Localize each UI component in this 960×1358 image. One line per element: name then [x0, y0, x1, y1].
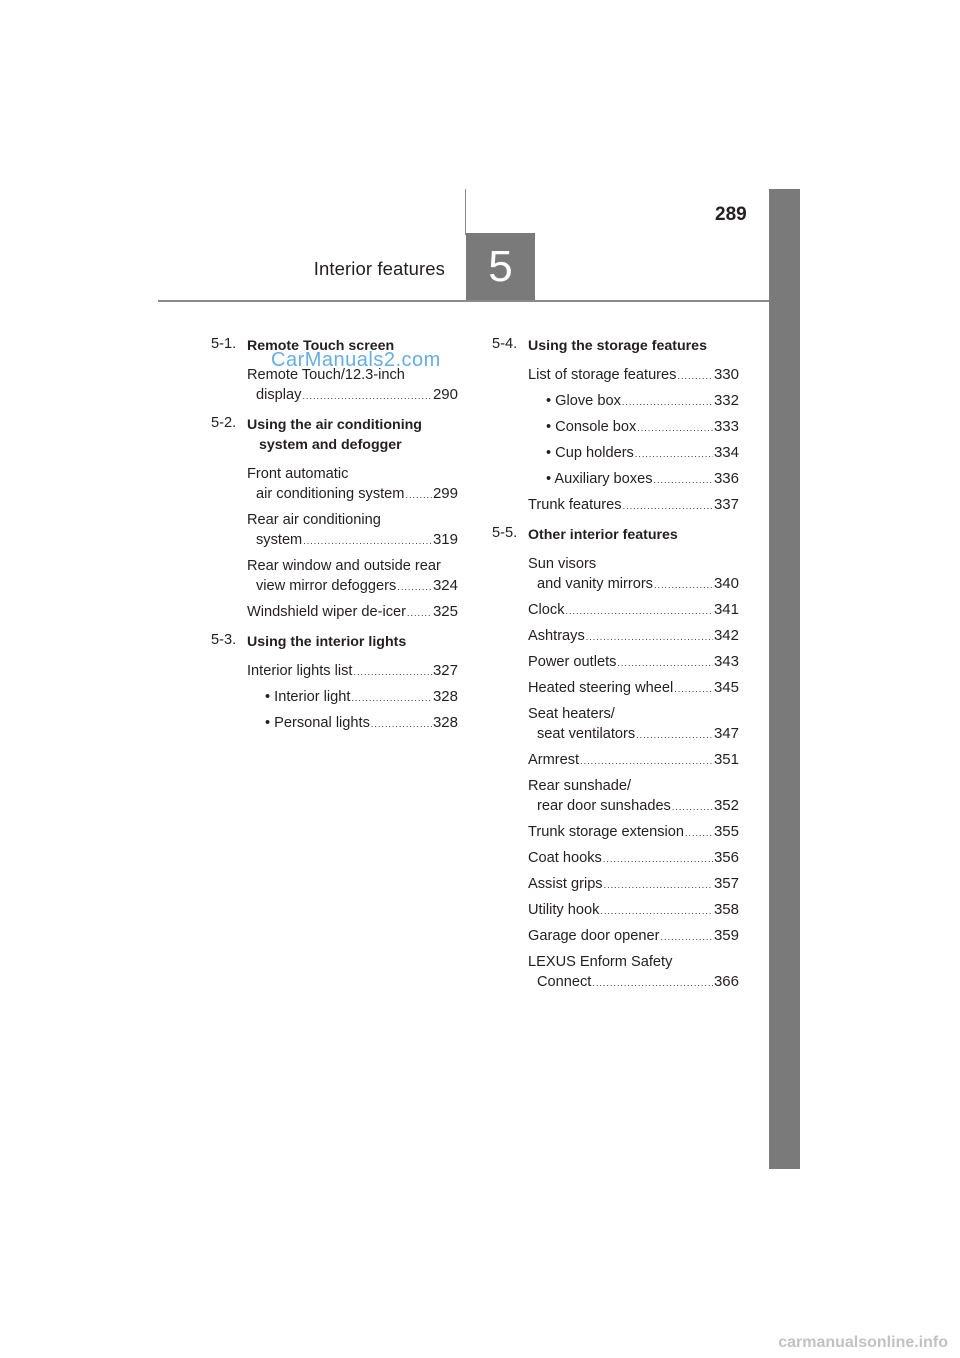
- toc-entry[interactable]: [492, 469, 739, 490]
- toc-entry-line: [528, 848, 739, 869]
- toc-entry-text: • Interior light: [265, 689, 351, 705]
- toc-entry-text: Interior lights list: [247, 663, 353, 679]
- toc-entry-text: • Cup holders: [546, 445, 634, 461]
- toc-section-heading: [492, 336, 739, 356]
- toc-entry-text: Remote Touch/12.3-inch: [247, 367, 405, 383]
- toc-leader-dots: [617, 653, 713, 673]
- toc-page-ref: 328: [432, 714, 458, 731]
- toc-section-title[interactable]: Remote Touch screen: [247, 338, 395, 354]
- toc-page-ref: 352: [713, 797, 739, 814]
- toc-entry-line: [546, 391, 739, 412]
- toc-leader-dots: [623, 496, 713, 516]
- toc-entry-text: Sun visors: [528, 556, 597, 572]
- toc-leader-dots: [407, 603, 432, 623]
- toc-page-ref: 290: [432, 386, 458, 403]
- toc-page-ref: 357: [713, 875, 739, 892]
- toc-entry-line: [247, 464, 458, 484]
- toc-section-number: 5-3.: [211, 632, 237, 648]
- toc-page-ref: 342: [713, 627, 739, 644]
- toc-entry-line: [528, 724, 739, 745]
- toc-entry-line: [265, 713, 458, 734]
- toc-entry-text: Front automatic: [247, 466, 349, 482]
- toc-leader-dots: [674, 679, 713, 699]
- toc-section-number: 5-2.: [211, 415, 237, 431]
- toc-entry-line: [528, 874, 739, 895]
- chapter-number: 5: [488, 242, 513, 291]
- toc-entry-text: Rear window and outside rear: [247, 558, 441, 574]
- toc-entry-line: [528, 796, 739, 817]
- toc-page-ref: 356: [713, 849, 739, 866]
- toc-leader-dots: [303, 531, 432, 551]
- toc-leader-dots: [586, 627, 713, 647]
- toc-section-title-wrap: [528, 525, 739, 545]
- toc-page-ref: 325: [432, 603, 458, 620]
- toc-entry-line: [528, 822, 739, 843]
- toc-entry[interactable]: [211, 602, 458, 623]
- toc-entry[interactable]: [492, 417, 739, 438]
- toc-entry[interactable]: [492, 391, 739, 412]
- toc-entry[interactable]: [211, 713, 458, 734]
- toc-entry[interactable]: [492, 600, 739, 621]
- toc-entry-line: [528, 776, 739, 796]
- toc-entry-line: [528, 704, 739, 724]
- toc-entry-text: Heated steering wheel: [528, 680, 674, 696]
- toc-entry-text: air conditioning system: [256, 486, 405, 502]
- toc-entry-line: [247, 661, 458, 682]
- toc-page-ref: 358: [713, 901, 739, 918]
- toc-entry[interactable]: [492, 750, 739, 771]
- toc-entry-line: [247, 484, 458, 505]
- toc-leader-dots: [353, 662, 432, 682]
- toc-leader-dots: [580, 751, 713, 771]
- toc-page-ref: 343: [713, 653, 739, 670]
- toc-entry-line: [546, 469, 739, 490]
- toc-entry[interactable]: [492, 554, 739, 595]
- toc-entry-text: Seat heaters/: [528, 706, 615, 722]
- page-number: 289: [715, 204, 747, 225]
- toc-entry-line: [247, 385, 458, 406]
- toc-leader-dots: [592, 973, 713, 993]
- toc-entry-line: [247, 602, 458, 623]
- toc-entry-text: Armrest: [528, 752, 580, 768]
- toc-entry-line: [528, 365, 739, 386]
- toc-entry-text: • Personal lights: [265, 715, 370, 731]
- toc-entry-text: • Auxiliary boxes: [546, 471, 653, 487]
- toc-entry-line: [528, 900, 739, 921]
- toc-entry[interactable]: [211, 556, 458, 597]
- chapter-number-box: [466, 233, 535, 301]
- toc-entry[interactable]: [492, 822, 739, 843]
- toc-entry-line: [528, 652, 739, 673]
- toc-page-ref: 345: [713, 679, 739, 696]
- toc-entry[interactable]: [211, 687, 458, 708]
- toc-section-number: 5-4.: [492, 336, 518, 352]
- toc-page-ref: 334: [713, 444, 739, 461]
- toc-leader-dots: [566, 601, 713, 621]
- toc-entry[interactable]: [211, 464, 458, 505]
- toc-entry-text: LEXUS Enform Safety: [528, 954, 673, 970]
- toc-page-ref: 340: [713, 575, 739, 592]
- toc-entry-line: [528, 626, 739, 647]
- toc-entry[interactable]: [492, 900, 739, 921]
- toc-section-number: 5-1.: [211, 336, 237, 352]
- toc-section-title[interactable]: Using the storage features: [528, 338, 707, 354]
- toc-leader-dots: [654, 470, 713, 490]
- toc-leader-dots: [351, 688, 432, 708]
- toc-entry-line: [528, 600, 739, 621]
- toc-entry-line: [528, 495, 739, 516]
- toc-page-ref: 366: [713, 973, 739, 990]
- toc-leader-dots: [397, 577, 432, 597]
- header-divider-vertical: [465, 189, 466, 235]
- toc-entry-text: Ashtrays: [528, 628, 585, 644]
- toc-entry-line: [247, 530, 458, 551]
- toc-entry-text: Utility hook: [528, 902, 600, 918]
- toc-entry-text: and vanity mirrors: [537, 576, 653, 592]
- toc-entry-line: [528, 554, 739, 574]
- toc-entry-line: [247, 510, 458, 530]
- toc-page-ref: 355: [713, 823, 739, 840]
- toc-page-ref: 341: [713, 601, 739, 618]
- toc-column-left: [211, 336, 458, 743]
- toc-section-heading: [211, 632, 458, 652]
- toc-section-title[interactable]: Using the interior lights: [247, 634, 407, 650]
- toc-entry[interactable]: [492, 952, 739, 993]
- toc-entry-text: • Console box: [546, 419, 637, 435]
- toc-section-title[interactable]: Using the air conditioning system and defogger: [247, 417, 422, 453]
- toc-leader-dots: [636, 725, 713, 745]
- toc-leader-dots: [302, 386, 432, 406]
- toc-entry-text: List of storage features: [528, 367, 677, 383]
- toc-entry-line: [546, 417, 739, 438]
- toc-page-ref: 330: [713, 366, 739, 383]
- toc-leader-dots: [677, 366, 713, 386]
- toc-entry[interactable]: [492, 874, 739, 895]
- toc-page-ref: 336: [713, 470, 739, 487]
- toc-leader-dots: [635, 444, 713, 464]
- toc-section-title[interactable]: Other interior features: [528, 527, 678, 543]
- toc-section: [492, 336, 739, 516]
- toc-section-title-wrap: [247, 632, 458, 652]
- toc-entry-line: [528, 574, 739, 595]
- toc-entry[interactable]: [492, 926, 739, 947]
- toc-page-ref: 328: [432, 688, 458, 705]
- toc-leader-dots: [371, 714, 432, 734]
- toc-entry-text: Trunk storage extension: [528, 824, 685, 840]
- chapter-title: Interior features: [313, 258, 445, 279]
- toc-leader-dots: [405, 485, 432, 505]
- toc-section: [492, 525, 739, 993]
- toc-entry[interactable]: [492, 678, 739, 699]
- toc-page-ref: 319: [432, 531, 458, 548]
- toc-entry-text: view mirror defoggers: [256, 578, 397, 594]
- toc-page-ref: 332: [713, 392, 739, 409]
- toc-entry[interactable]: [492, 704, 739, 745]
- toc-page-ref: 337: [713, 496, 739, 513]
- toc-leader-dots: [672, 797, 713, 817]
- toc-entry[interactable]: [492, 495, 739, 516]
- toc-entry[interactable]: [492, 626, 739, 647]
- toc-entry[interactable]: [492, 848, 739, 869]
- toc-section-title-wrap: [528, 336, 739, 356]
- toc-entry-text: system: [256, 532, 303, 548]
- header-rule: [158, 300, 769, 302]
- toc-entry[interactable]: [492, 652, 739, 673]
- toc-entry-text: Rear air conditioning: [247, 512, 381, 528]
- toc-entry-line: [528, 750, 739, 771]
- toc-entry-line: [528, 952, 739, 972]
- toc-page-ref: 333: [713, 418, 739, 435]
- toc-page-ref: 299: [432, 485, 458, 502]
- toc-entry[interactable]: [492, 776, 739, 817]
- toc-leader-dots: [604, 875, 713, 895]
- toc-section-number: 5-5.: [492, 525, 518, 541]
- toc-page-ref: 351: [713, 751, 739, 768]
- toc-section: [211, 415, 458, 623]
- toc-entry[interactable]: [492, 365, 739, 386]
- toc-entry-text: Clock: [528, 602, 565, 618]
- toc-entry-text: Assist grips: [528, 876, 603, 892]
- toc-leader-dots: [637, 418, 713, 438]
- toc-leader-dots: [603, 849, 713, 869]
- toc-page-ref: 347: [713, 725, 739, 742]
- toc-page-ref: 324: [432, 577, 458, 594]
- toc-entry[interactable]: [492, 443, 739, 464]
- toc-entry-text: rear door sunshades: [537, 798, 671, 814]
- toc-entry-text: Trunk features: [528, 497, 622, 513]
- toc-leader-dots: [660, 927, 713, 947]
- toc-section: [211, 632, 458, 734]
- toc-entry-text: Windshield wiper de-icer: [247, 604, 406, 620]
- toc-column-right: [492, 336, 739, 1002]
- toc-entry-text: Power outlets: [528, 654, 617, 670]
- toc-entry-line: [247, 556, 458, 576]
- watermark-top: CarManuals2.com: [271, 349, 441, 371]
- toc-leader-dots: [654, 575, 713, 595]
- toc-entry-line: [528, 678, 739, 699]
- toc-entry-text: Rear sunshade/: [528, 778, 632, 794]
- toc-leader-dots: [685, 823, 713, 843]
- toc-leader-dots: [622, 392, 713, 412]
- toc-entry-text: display: [256, 387, 302, 403]
- toc-section-heading: [492, 525, 739, 545]
- toc-section-title-wrap: [247, 415, 458, 455]
- toc-page-ref: 327: [432, 662, 458, 679]
- toc-entry-line: [247, 576, 458, 597]
- toc-entry-line: [528, 926, 739, 947]
- toc-entry-text: • Glove box: [546, 393, 621, 409]
- toc-entry-line: [546, 443, 739, 464]
- toc-entry-line: [528, 972, 739, 993]
- toc-page-ref: 359: [713, 927, 739, 944]
- toc-entry-text: Connect: [537, 974, 592, 990]
- toc-leader-dots: [600, 901, 713, 921]
- toc-entry[interactable]: [211, 510, 458, 551]
- toc-entry[interactable]: [211, 661, 458, 682]
- toc-entry-text: seat ventilators: [537, 726, 636, 742]
- toc-entry-line: [265, 687, 458, 708]
- chapter-side-tab[interactable]: [769, 189, 800, 1169]
- toc-entry-text: Garage door opener: [528, 928, 660, 944]
- watermark-bottom: carmanualsonline.info: [778, 1334, 948, 1351]
- toc-section-heading: [211, 415, 458, 455]
- toc-entry-text: Coat hooks: [528, 850, 602, 866]
